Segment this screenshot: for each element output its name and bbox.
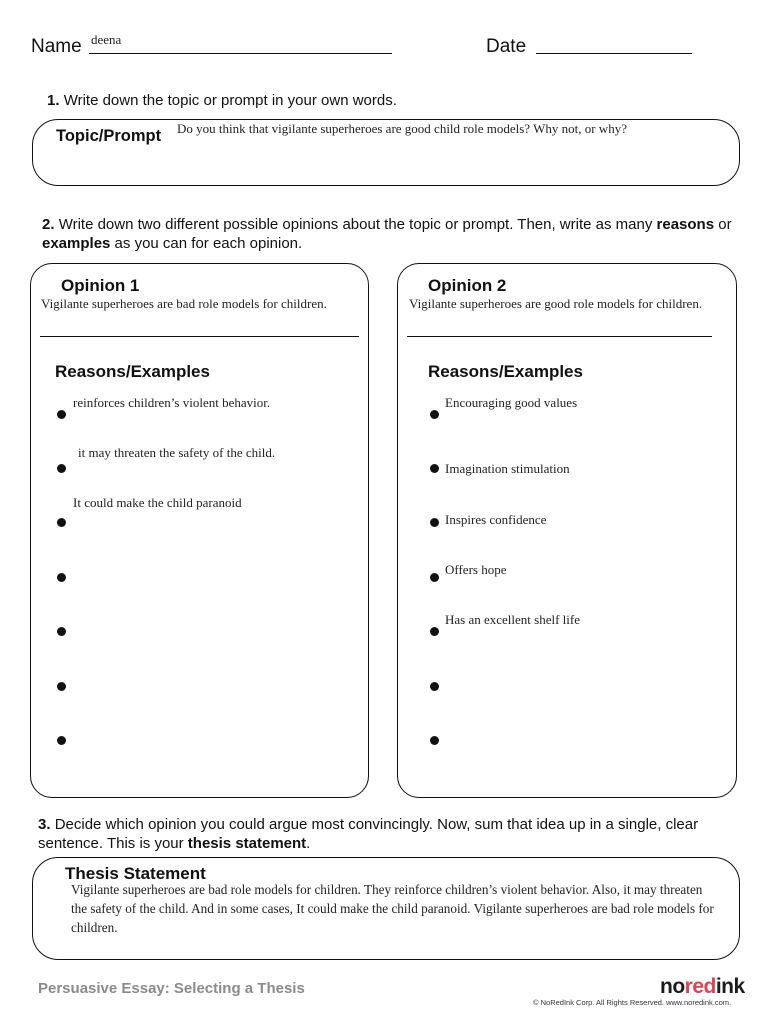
opinion-2-reason-2[interactable]: Imagination stimulation [445, 461, 570, 476]
copyright: © NoRedInk Corp. All Rights Reserved. www.noredink.com. [533, 998, 732, 1007]
question-1-number: 1. [47, 92, 60, 109]
opinion-1-reason-3[interactable]: It could make the child paranoid [73, 495, 242, 510]
bullet-icon [430, 627, 439, 636]
bullet-icon [57, 682, 66, 691]
question-3-number: 3. [38, 816, 51, 833]
question-3-text-b: . [306, 835, 311, 852]
question-2-number: 2. [42, 216, 55, 233]
opinion-2-reason-5[interactable]: Has an excellent shelf life [445, 612, 580, 627]
opinion-2-reason-1[interactable]: Encouraging good values [445, 395, 578, 410]
opinion-1-reason-1[interactable]: reinforces children’s violent behavior. [73, 395, 271, 410]
bullet-icon [430, 464, 439, 473]
opinion-2-reason-4[interactable]: Offers hope [445, 562, 507, 577]
thesis-answer[interactable]: Vigilante superheroes are bad role models for children. They reinforce children’s violent behavior. Also, it may threaten the safety of the child. And in some cases, It could make the child paranoid. Vigilante superheroes are bad role models for children. [71, 882, 714, 935]
name-line [89, 53, 392, 54]
date-label: Date [486, 36, 527, 57]
bullet-icon [57, 464, 66, 473]
topic-box-title: Topic/Prompt [56, 127, 162, 145]
question-1 [47, 91, 397, 110]
thesis-box-title: Thesis Statement [65, 864, 206, 883]
opinion-1-box [30, 263, 369, 798]
name-value[interactable]: deena [91, 32, 122, 47]
noredink-logo [660, 975, 745, 999]
opinion-1-reason-2[interactable]: it may threaten the safety of the child. [78, 445, 276, 460]
bullet-icon [57, 573, 66, 582]
question-2-text-a: Write down two different possible opinions about the topic or prompt. Then, write as many [58, 216, 657, 233]
bullet-icon [57, 410, 66, 419]
bullet-icon [430, 682, 439, 691]
opinion-1-text[interactable]: Vigilante superheroes are bad role models for children. [41, 296, 327, 311]
opinion-2-box [397, 263, 737, 798]
question-2-text-b: as you can for each opinion. [110, 235, 303, 252]
logo-ink: ink [715, 975, 745, 998]
bullet-icon [57, 736, 66, 745]
question-2-text-or: or [714, 216, 732, 233]
question-3-bold-thesis: thesis statement [187, 835, 307, 852]
question-2 [42, 215, 732, 253]
opinion-1-reasons-title: Reasons/Examples [55, 362, 210, 381]
opinion-2-reasons-title: Reasons/Examples [428, 362, 583, 381]
bullet-icon [57, 627, 66, 636]
opinion-2-text[interactable]: Vigilante superheroes are good role models for children. [409, 296, 703, 311]
question-2-bold-reasons: reasons [656, 216, 715, 233]
bullet-icon [430, 736, 439, 745]
opinion-2-reason-3[interactable]: Inspires confidence [445, 512, 547, 527]
date-line [536, 53, 692, 54]
bullet-icon [430, 573, 439, 582]
opinion-1-title: Opinion 1 [61, 276, 140, 295]
bullet-icon [430, 518, 439, 527]
question-3-text-a: Decide which opinion you could argue most convincingly. Now, sum that idea up in a single, clear sentence. This is your [38, 816, 699, 852]
bullet-icon [430, 410, 439, 419]
logo-no: no [660, 975, 685, 998]
question-2-bold-examples: examples [42, 235, 111, 252]
opinion-1-divider [40, 336, 359, 337]
question-3 [38, 815, 748, 853]
logo-red: red [684, 975, 716, 998]
opinion-2-divider [407, 336, 712, 337]
question-1-text: Write down the topic or prompt in your own words. [63, 92, 397, 109]
topic-answer[interactable]: Do you think that vigilante superheroes are good child role models? Why not, or why? [177, 121, 627, 136]
opinion-2-title: Opinion 2 [428, 276, 507, 295]
bullet-icon [57, 518, 66, 527]
footer-title: Persuasive Essay: Selecting a Thesis [38, 980, 305, 997]
name-label: Name [31, 36, 82, 57]
